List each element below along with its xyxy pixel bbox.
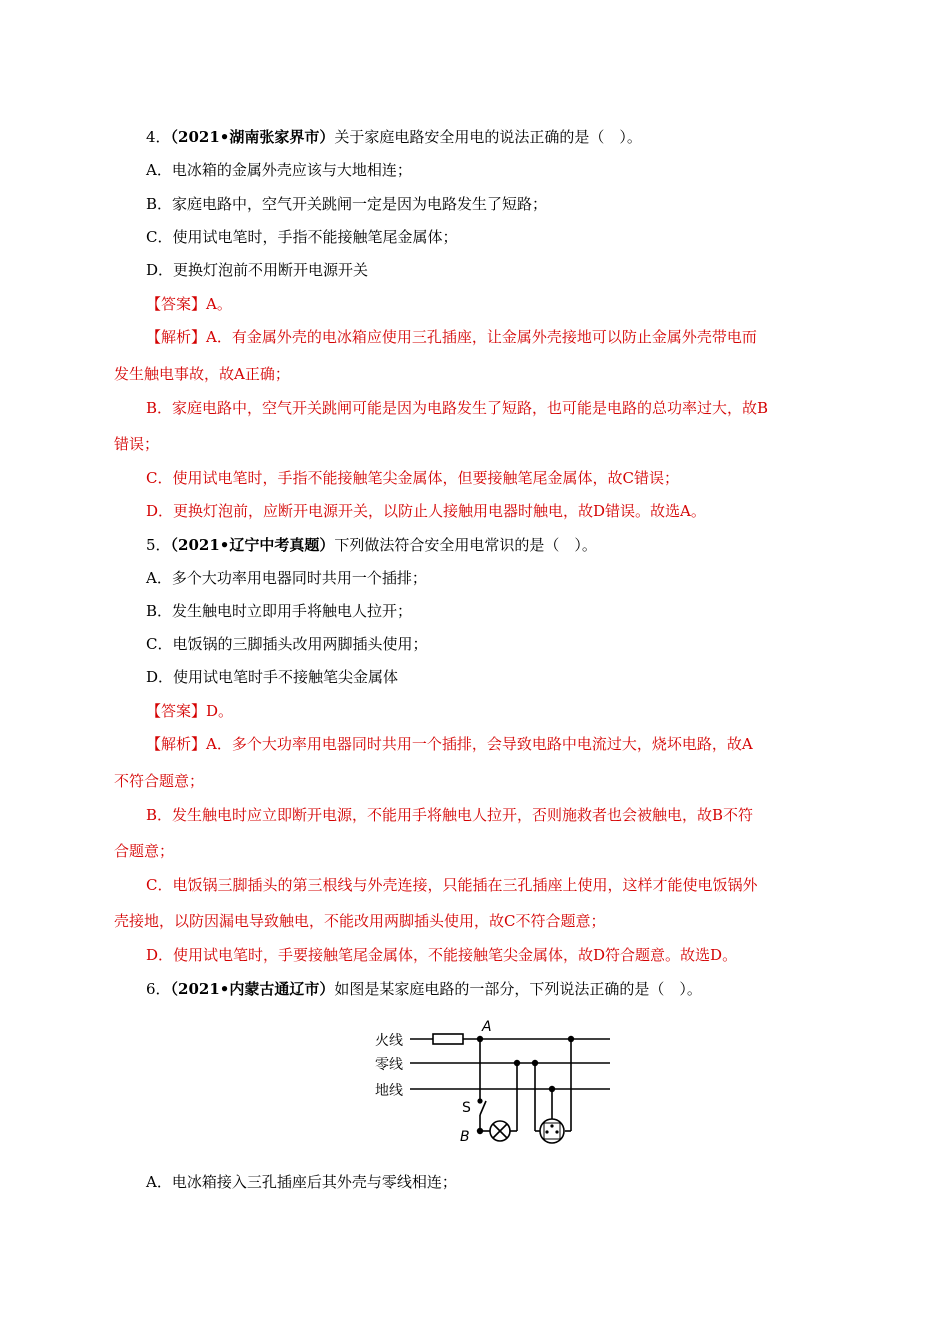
q6-stem-line xyxy=(146,979,702,999)
q4-analysis-label: 【解析】 xyxy=(146,328,207,346)
q4-analysis-line-5: C．使用试电笔时，手指不能接触笔尖金属体，但要接触笔尾金属体，故C错误； xyxy=(146,469,679,487)
q4-stem: 关于家庭电路安全用电的说法正确的是（ ）。 xyxy=(334,128,642,146)
q5-option-b: B．发生触电时立即用手将触电人拉开； xyxy=(146,602,413,620)
q5-source: （2021•辽宁中考真题） xyxy=(170,536,335,554)
q6-option-a: A．电冰箱接入三孔插座后其外壳与零线相连； xyxy=(146,1173,457,1191)
label-neutral: 零线 xyxy=(375,1057,403,1073)
q4-answer-label: 【答案】 xyxy=(146,295,207,313)
q5-option-c: C．电饭锅的三脚插头改用两脚插头使用； xyxy=(146,635,428,653)
q4-option-b: B．家庭电路中，空气开关跳闸一定是因为电路发生了短路； xyxy=(146,195,548,213)
q5-analysis-text-1: A．多个大功率用电器同时共用一个插排，会导致电路中电流过大，烧坏电路，故A xyxy=(206,735,753,753)
q5-stem: 下列做法符合安全用电常识的是（ ）。 xyxy=(334,536,597,554)
q4-option-d: D．更换灯泡前不用断开电源开关 xyxy=(146,261,369,279)
q5-analysis-label: 【解析】 xyxy=(146,735,207,753)
q5-number: 5． xyxy=(146,536,171,554)
q4-analysis-line-1 xyxy=(146,327,757,347)
q5-analysis-line-2: 不符合题意； xyxy=(114,772,205,790)
label-ground: 地线 xyxy=(375,1083,403,1099)
q4-option-c: C．使用试电笔时，手指不能接触笔尾金属体； xyxy=(146,228,458,246)
label-live: 火线 xyxy=(375,1033,403,1049)
q5-analysis-line-1 xyxy=(146,734,753,754)
q4-number: 4． xyxy=(146,128,171,146)
q4-analysis-text-1: A．有金属外壳的电冰箱应使用三孔插座，让金属外壳接地可以防止金属外壳带电而 xyxy=(206,328,757,346)
q5-answer-label: 【答案】 xyxy=(146,702,207,720)
q5-option-d: D．使用试电笔时手不接触笔尖金属体 xyxy=(146,668,399,686)
q5-answer xyxy=(146,701,233,721)
label-point-b: B xyxy=(460,1129,470,1145)
fuse-icon xyxy=(433,1034,463,1044)
q6-stem: 如图是某家庭电路的一部分，下列说法正确的是（ ）。 xyxy=(334,980,702,998)
q5-analysis-line-6: 壳接地，以防因漏电导致触电，不能改用两脚插头使用，故C不符合题意； xyxy=(114,912,606,930)
q4-analysis-line-4: 错误； xyxy=(114,435,160,453)
label-switch: S xyxy=(462,1100,471,1116)
label-point-a: A xyxy=(482,1019,492,1035)
q4-answer xyxy=(146,294,232,314)
q5-analysis-line-3: B．发生触电时应立即断开电源，不能用手将触电人拉开，否则施救者也会被触电，故B不符 xyxy=(146,806,754,824)
q5-analysis-line-5: C．电饭锅三脚插头的第三根线与外壳连接，只能插在三孔插座上使用，这样才能使电饭锅外 xyxy=(146,876,758,894)
q5-option-a: A．多个大功率用电器同时共用一个插排； xyxy=(146,569,427,587)
q4-source: （2021•湖南张家界市） xyxy=(170,128,335,146)
q6-source: （2021•内蒙古通辽市） xyxy=(170,980,335,998)
q4-analysis-line-3: B．家庭电路中，空气开关跳闸可能是因为电路发生了短路，也可能是电路的总功率过大，故B xyxy=(146,399,769,417)
circuit-diagram xyxy=(370,1015,620,1150)
q5-analysis-line-4: 合题意； xyxy=(114,842,175,860)
q4-analysis-line-6: D．更换灯泡前，应断开电源开关，以防止人接触用电器时触电，故D错误。故选A。 xyxy=(146,502,706,520)
q4-analysis-line-2: 发生触电事故，故A正确； xyxy=(114,365,290,383)
q5-analysis-line-7: D．使用试电笔时，手要接触笔尾金属体，不能接触笔尖金属体，故D符合题意。故选D。 xyxy=(146,946,738,964)
q5-stem-line xyxy=(146,535,597,555)
q4-option-a: A．电冰箱的金属外壳应该与大地相连； xyxy=(146,161,412,179)
q4-answer-value: A。 xyxy=(206,295,232,313)
q6-number: 6． xyxy=(146,980,171,998)
q5-answer-value: D。 xyxy=(206,702,234,720)
q4-stem-line xyxy=(146,127,642,147)
